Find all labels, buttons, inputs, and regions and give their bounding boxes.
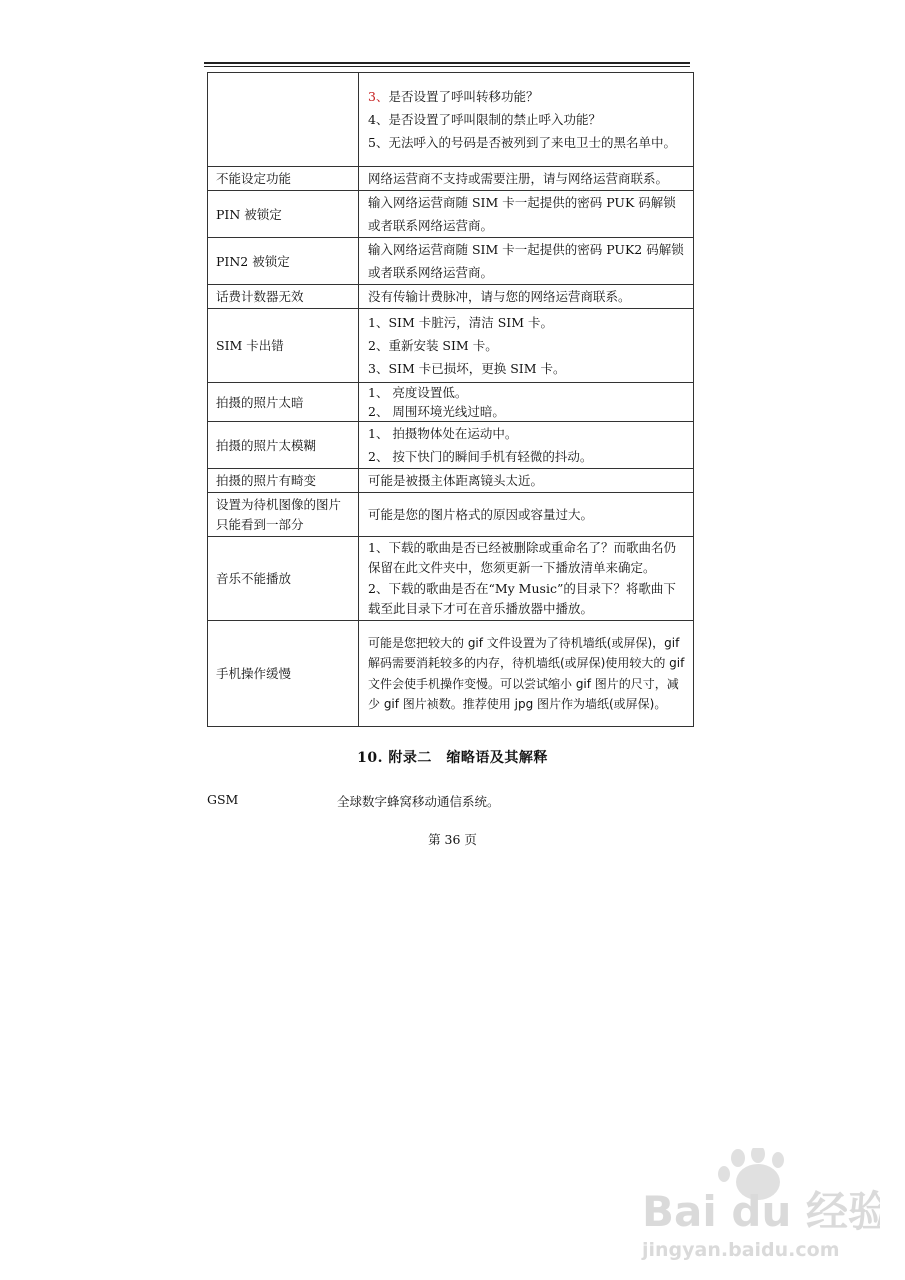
problem-cell: PIN2 被锁定	[208, 238, 359, 285]
solution-cell: 输入网络运营商随 SIM 卡一起提供的密码 PUK2 码解锁或者联系网络运营商。	[359, 238, 694, 285]
abbreviation-term: GSM	[207, 792, 239, 807]
problem-cell: 话费计数器无效	[208, 285, 359, 309]
table-row	[208, 537, 694, 621]
solution-line: 1、下载的歌曲是否已经被删除或重命名了？而歌曲名仍保留在此文件夹中，您须更新一下播放清单来确定。	[368, 539, 676, 575]
troubleshooting-table	[207, 72, 694, 727]
solution-cell: 网络运营商不支持或需要注册，请与网络运营商联系。	[359, 167, 694, 191]
problem-cell: 手机操作缓慢	[208, 621, 359, 727]
problem-cell	[208, 73, 359, 167]
solution-cell: 没有传输计费脉冲，请与您的网络运营商联系。	[359, 285, 694, 309]
table-row	[208, 422, 694, 469]
solution-line: 3、SIM 卡已损坏，更换 SIM 卡。	[368, 361, 566, 376]
solution-line: 2、 周围环境光线过暗。	[368, 404, 505, 419]
solution-cell	[359, 383, 694, 422]
problem-cell: 拍摄的照片太暗	[208, 383, 359, 422]
problem-cell: 不能设定功能	[208, 167, 359, 191]
solution-line: 2、 按下快门的瞬间手机有轻微的抖动。	[368, 449, 593, 464]
solution-line: 1、 拍摄物体处在运动中。	[368, 426, 518, 441]
table-row	[208, 309, 694, 383]
header-rule	[204, 62, 690, 64]
solution-line: 4、是否设置了呼叫限制的禁止呼入功能？	[368, 112, 601, 127]
problem-cell: 拍摄的照片有畸变	[208, 469, 359, 493]
solution-cell: 输入网络运营商随 SIM 卡一起提供的密码 PUK 码解锁或者联系网络运营商。	[359, 191, 694, 238]
paw-icon	[640, 1148, 880, 1268]
solution-line: 3、是否设置了呼叫转移功能？	[368, 89, 539, 104]
solution-cell	[359, 537, 694, 621]
problem-cell: 设置为待机图像的图片只能看到一部分	[208, 493, 359, 537]
page-number: 第 36 页	[428, 832, 477, 847]
red-number: 3、	[368, 89, 389, 104]
problem-cell: 音乐不能播放	[208, 537, 359, 621]
solution-cell: 可能是您把较大的 gif 文件设置为了待机墙纸(或屏保)，gif 解码需要消耗较多的内存，待机墙纸(或屏保)使用较大的 gif 文件会使手机操作变慢。可以尝试缩小 gif 图片的尺寸，减少 gif 图片祯数。推荐使用 jpg 图片作为墙纸(或屏保)。	[359, 621, 694, 727]
table-row	[208, 285, 694, 309]
baidu-watermark	[640, 1148, 880, 1268]
solution-line: 2、下载的歌曲是否在“My Music”的目录下？将歌曲下载至此目录下才可在音乐播放器中播放。	[368, 580, 676, 616]
solution-line: 2、重新安装 SIM 卡。	[368, 338, 498, 353]
solution-line: 1、 亮度设置低。	[368, 385, 468, 400]
problem-cell: 拍摄的照片太模糊	[208, 422, 359, 469]
table-row	[208, 167, 694, 191]
solution-cell: 可能是被摄主体距离镜头太近。	[359, 469, 694, 493]
section-title: 10. 附录二 缩略语及其解释	[357, 750, 548, 766]
solution-cell	[359, 422, 694, 469]
problem-cell: PIN 被锁定	[208, 191, 359, 238]
table-row	[208, 383, 694, 422]
table-row	[208, 469, 694, 493]
watermark-url: jingyan.baidu.com	[642, 1239, 840, 1261]
abbreviation-definition: 全球数字蜂窝移动通信系统。	[337, 794, 500, 809]
watermark-brand: Bai du 经验	[642, 1187, 880, 1236]
solution-cell: 可能是您的图片格式的原因或容量过大。	[359, 493, 694, 537]
table-row	[208, 493, 694, 537]
problem-cell: SIM 卡出错	[208, 309, 359, 383]
solution-cell	[359, 309, 694, 383]
table-row	[208, 621, 694, 727]
solution-line: 1、SIM 卡脏污，清洁 SIM 卡。	[368, 315, 553, 330]
solution-line: 5、无法呼入的号码是否被列到了来电卫士的黑名单中。	[368, 135, 676, 150]
table-row	[208, 73, 694, 167]
table-row	[208, 238, 694, 285]
header-rule-thin	[204, 66, 690, 67]
solution-cell	[359, 73, 694, 167]
table-row	[208, 191, 694, 238]
